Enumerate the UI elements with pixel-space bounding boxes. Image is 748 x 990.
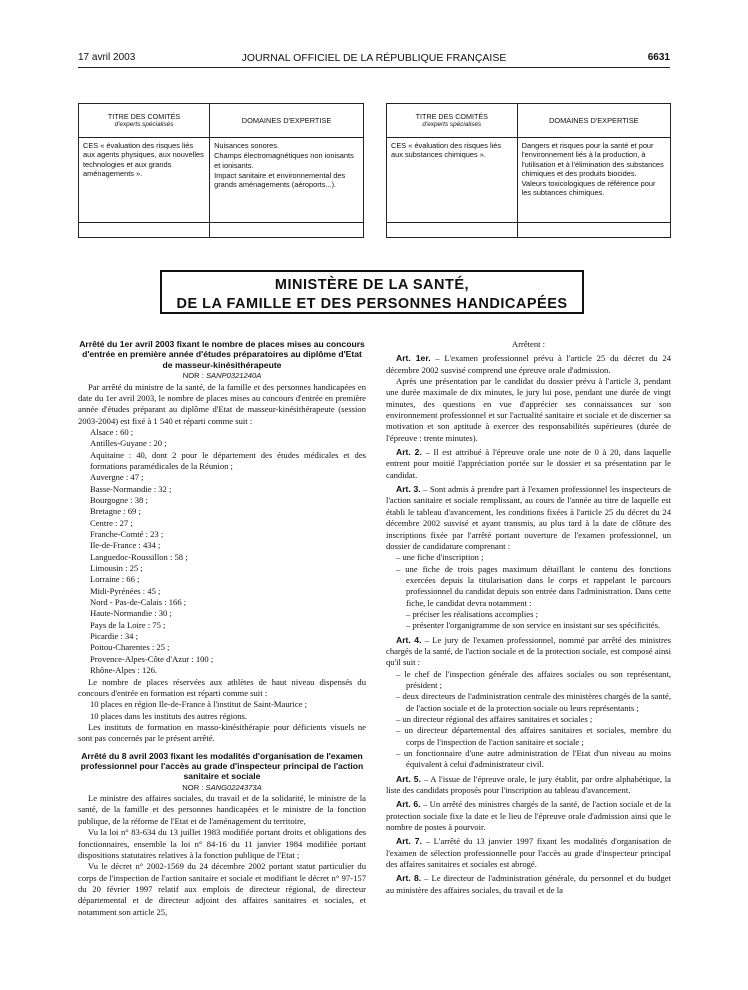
region-item: Provence-Alpes-Côte d'Azur : 100 ; — [90, 653, 214, 664]
article-4-item: – le chef de l'inspection générale des affaires sociales ou son représentant, président ; — [396, 668, 671, 690]
expertise-table-left — [78, 103, 364, 238]
article-7: Art. 7. – L'arrêté du 13 janvier 1997 fixant les modalités d'organisation de l'examen de sélection professionnelle pour l'accès au grade d'inspecteur principal des affaires sanitaires et sociales est abrogé. — [386, 836, 672, 870]
header-date: 17 avril 2003 — [78, 52, 136, 63]
region-item: Picardie : 34 ; — [90, 631, 138, 642]
article-3-item: – une fiche d'inscription ; — [396, 552, 484, 563]
region-item: Basse-Normandie : 32 ; — [90, 483, 172, 494]
region-item: Limousin : 25 ; — [90, 563, 143, 574]
article-8: Art. 8. – Le directeur de l'administration générale, du personnel et du budget au ministère des affaires sociales, du travail et de la — [386, 873, 671, 895]
arrete-1-nor: NOR : SANP0321240A — [182, 371, 262, 381]
ministry-line-1: MINISTÈRE DE LA SANTÉ, — [274, 277, 470, 293]
right-column — [386, 339, 671, 896]
article-4-item: – un directeur régional des affaires sanitaires et sociales ; — [396, 714, 593, 724]
arretent-label: Arrêtent : — [511, 339, 546, 349]
page-number: 6631 — [647, 52, 670, 63]
domain-item: Dangers et risques pour la santé et pour l'environnement liés à la production, à l'utilisation et à l'élimination des substances chimiques et des produits biocides. — [521, 141, 664, 178]
expertise-table-right — [386, 103, 671, 238]
table-header-domains: DOMAINES D'EXPERTISE — [210, 104, 364, 138]
article-4-item: – un fonctionnaire d'une autre administration de l'Etat d'un niveau au moins équivalent à celui d'administrateur civil. — [396, 748, 671, 770]
domain-item: Valeurs toxicologiques de référence pour les subtances chimiques. — [521, 179, 656, 198]
arrete-2-paragraph: Vu la loi n° 83-634 du 13 juillet 1983 modifiée portant droits et obligations des fonctionnaires, ensemble la loi n° 84-16 du 11 janvier 1984 modifiée portant dispositions statutaires relatives à la fonction publique de l'Etat ; — [78, 827, 366, 860]
arrete-2-paragraph: Vu le décret n° 2002-1569 du 24 décembre 2002 portant statut particulier du corps de l'inspection de l'action sanitaire et sociale et modifiant le décret n° 97-157 du 20 février 1997 relatif aux emplois de directeur régional, de directeur départemental et de directeur adjoint des affaires sanitaires et sociales, et notamment son article 25, — [78, 861, 366, 917]
ministry-line-2: DE LA FAMILLE ET DES PERSONNES HANDICAPÉES — [176, 296, 568, 312]
article-1-paragraph: Après une présentation par le candidat du dossier prévu à l'article 3, pendant une durée maximale de dix minutes, le jury lui pose, pendant une durée de vingt minutes, des questions en vue d'apprécier ses connaissances sur son environnement professionnel et sur l'actualité sanitaire et sociale et de discerner sa motivation et son aptitude à exercer des responsabilités supérieures (durée de l'épreuve : trente minutes). — [386, 376, 671, 443]
article-3-subitem: – présenter l'organigramme de son service en insistant sur ses spécificités. — [406, 620, 661, 631]
arrete-2-nor: NOR : SANG0224373A — [182, 782, 262, 792]
region-item: Aquitaine : 40, dont 2 pour le département des études médicales et des formations paramédicales de la Réunion ; — [90, 449, 366, 471]
region-item: Bourgogne : 38 ; — [90, 495, 148, 505]
article-1: Art. 1er. – L'examen professionnel prévu à l'article 25 du décret du 24 décembre 2002 susvisé comprend une épreuve orale d'admission. — [386, 353, 671, 375]
article-3-item: – une fiche de trois pages maximum détaillant le contenu des fonctions exercées depuis la titularisation dans le corps et rappelant le parcours professionnel du candidat depuis son entrée dans l'administration. Dans cette fiche, le candidat devra notamment : — [396, 563, 671, 608]
region-item: Franche-Comté : 23 ; — [90, 529, 164, 540]
journal-title: JOURNAL OFFICIEL DE LA RÉPUBLIQUE FRANÇAISE — [241, 52, 507, 64]
region-item: Rhône-Alpes : 126. — [90, 665, 158, 676]
article-3: Art. 3. – Sont admis à prendre part à l'examen professionnel les inspecteurs de l'action sanitaire et sociale remplissant, au cours de l'année au titre de laquelle est établi le tableau d'avancement, les conditions fixées à l'article 25 du décret du 24 décembre 2002 susvisé et ayant transmis, au plus tard à la date de clôture des inscriptions fixée par l'arrêté portant ouverture de l'examen professionnel, un dossier de candidature comprenant : — [386, 484, 671, 551]
region-item: Lorraine : 66 ; — [90, 574, 140, 585]
athletes-item: 10 places en région Ile-de-France à l'institut de Saint-Maurice ; — [90, 699, 308, 710]
table-cell-domains — [517, 138, 670, 223]
athletes-item: 10 places dans les instituts des autres régions. — [90, 710, 248, 721]
region-item: Nord - Pas-de-Calais : 166 ; — [90, 597, 187, 608]
table-cell-domains — [210, 138, 364, 223]
regions-list — [78, 427, 366, 677]
article-4-item: – un directeur départemental des affaires sanitaires et sociales, membre du corps de l'inspection de l'action sanitaire et sociale ; — [396, 725, 671, 747]
region-item: Bretagne : 69 ; — [90, 506, 141, 517]
arrete-1-closing: Les instituts de formation en masso-kinésithérapie pour déficients visuels ne sont pas concernés par le présent arrêté. — [78, 721, 366, 744]
domain-item: Impact sanitaire et environnemental des grands aménagements (aéroports...). — [214, 170, 346, 189]
region-item: Languedoc-Roussillon : 58 ; — [90, 551, 188, 562]
table-cell-committee: CES « évaluation des risques liés aux agents physiques, aux nouvelles technologies et aux grands aménagements ». — [79, 138, 210, 223]
athletes-paragraph: Le nombre de places réservées aux athlètes de haut niveau dispensés du concours d'entrée en formation est réparti comme suit : — [78, 676, 366, 698]
article-4-item: – deux directeurs de l'administration centrale des ministères chargés de la santé, de l'action sociale et de la protection sociale ou leurs représentants ; — [396, 691, 671, 713]
article-5: Art. 5. – A l'issue de l'épreuve orale, le jury établit, par ordre alphabétique, la liste des candidats proposés pour l'inscription au tableau d'avancement. — [386, 773, 671, 796]
table-header-committees: TITRE DES COMITÉS d'experts spécialisés — [387, 104, 518, 138]
arrete-2-paragraph: Le ministre des affaires sociales, du travail et de la solidarité, le ministre de la santé, de la famille et des personnes handicapées et le ministre de la fonction publique, de la réforme de l'Etat et de l'aménagement du territoire, — [78, 793, 366, 826]
arrete-2-title: Arrêté du 8 avril 2003 fixant les modalités d'organisation de l'examen professionnel pour l'accès au grade d'inspecteur principal de l'action sanitaire et sociale — [80, 750, 364, 782]
ministry-banner — [160, 270, 584, 314]
arrete-1-title: Arrêté du 1er avril 2003 fixant le nombre de places mises au concours d'entrée en première année d'études préparatoires au diplôme d'Etat de masseur-kinésithérapeute — [79, 339, 365, 370]
region-item: Alsace : 60 ; — [90, 426, 134, 437]
domain-item: Champs électromagnétiques non ionisants et ionisants. — [214, 151, 354, 170]
left-column — [78, 339, 366, 918]
region-item: Centre : 27 ; — [90, 517, 133, 528]
region-item: Midi-Pyrénées : 45 ; — [90, 585, 161, 596]
table-header-committees: TITRE DES COMITÉS d'experts spécialisés — [79, 104, 210, 138]
region-item: Ile-de-France : 434 ; — [90, 540, 161, 551]
table-cell-committee: CES « évaluation des risques liés aux substances chimiques ». — [387, 138, 518, 223]
article-4: Art. 4. – Le jury de l'examen professionnel, nommé par arrêté des ministres chargés de la santé, de l'action sociale et de la protection sociale, est composé ainsi qu'il suit : — [386, 634, 671, 668]
region-item: Poitou-Charentes : 25 ; — [90, 642, 170, 653]
region-item: Haute-Normandie : 30 ; — [90, 608, 172, 619]
table-header-domains: DOMAINES D'EXPERTISE — [517, 104, 670, 138]
region-item: Antilles-Guyane : 20 ; — [90, 438, 167, 449]
arrete-1-intro: Par arrêté du ministre de la santé, de la famille et des personnes handicapées en date du 1er avril 2003, le nombre de places mises au concours d'entrée en première année d'études préparant au diplôme d'Etat de masseur-kinésithérapeute (session 2003-2004) est fixé à 1 540 et réparti comme suit : — [78, 381, 366, 426]
article-6: Art. 6. – Un arrêté des ministres chargés de la santé, de l'action sociale et de la protection sociale fixe la date et le lieu de l'épreuve orale d'admission ainsi que le nombre de postes à pourvoir. — [386, 799, 671, 833]
domain-item: Nuisances sonores. — [214, 141, 279, 150]
region-item: Pays de la Loire : 75 ; — [90, 619, 166, 630]
article-3-subitem: – préciser les réalisations accomplies ; — [406, 608, 538, 619]
header-rule — [78, 67, 670, 68]
region-item: Auvergne : 47 ; — [90, 472, 144, 483]
article-2: Art. 2. – Il est attribué à l'épreuve orale une note de 0 à 20, dans laquelle entrent pour moitié l'appréciation portée sur le dossier et sa présentation par le candidat. — [386, 447, 671, 480]
